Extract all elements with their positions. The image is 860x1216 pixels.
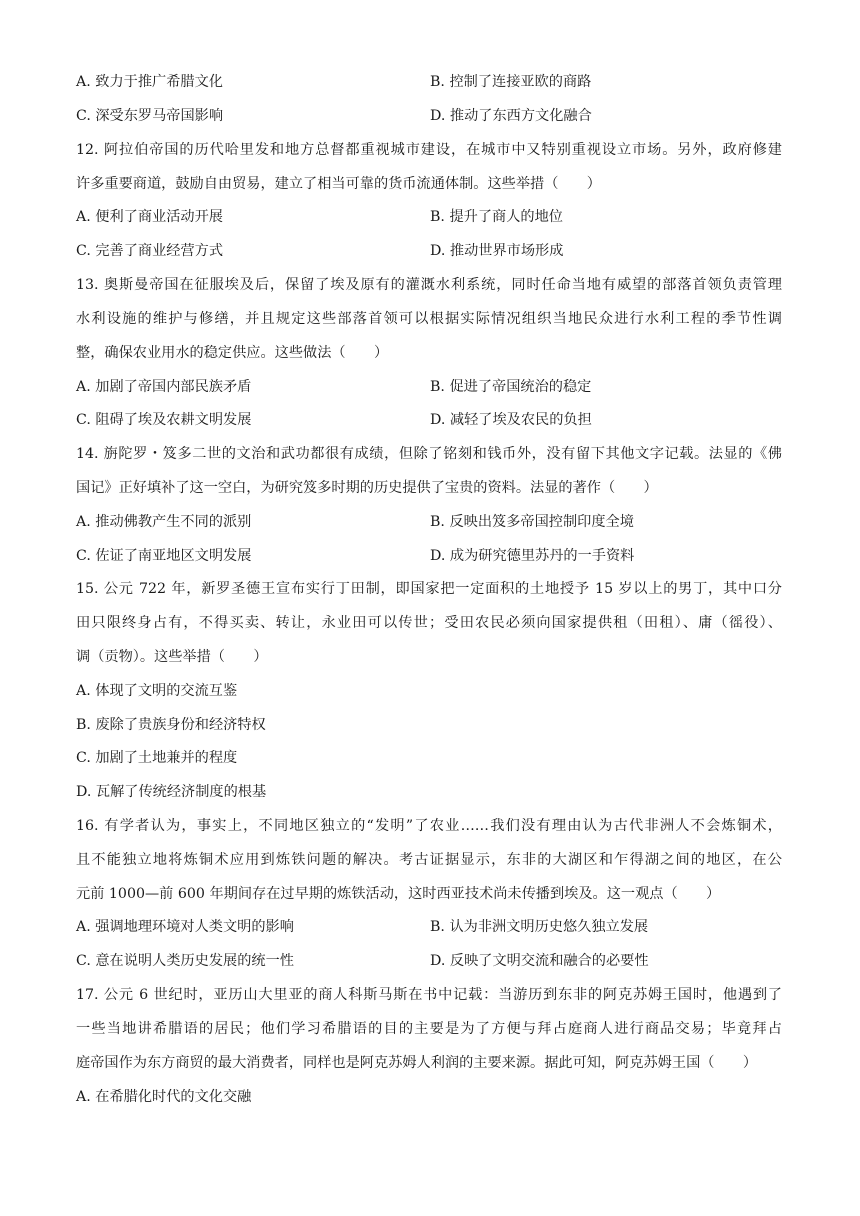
q14-option-d: D. 成为研究德里苏丹的一手资料: [430, 548, 635, 564]
q15-stem-line-1: 15. 公元 722 年，新罗圣德王宣布实行丁田制，即国家把一定面积的土地授予 15 岁以上的男丁，其中口分: [76, 581, 782, 597]
q17-stem-line-2: 一些当地讲希腊语的居民；他们学习希腊语的目的主要是为了方便与拜占庭商人进行商品交易；毕竟拜占: [76, 1021, 782, 1037]
q12-option-a: A. 便利了商业活动开展: [76, 209, 223, 225]
q15-option-a: A. 体现了文明的交流互鉴: [76, 683, 238, 699]
q17-stem-line-1: 17. 公元 6 世纪时，亚历山大里亚的商人科斯马斯在书中记载：当游历到东非的阿克苏姆王国时，他遇到了: [76, 987, 782, 1003]
q16-stem-line-2: 且不能独立地将炼铜术应用到炼铁问题的解决。考古证据显示，东非的大湖区和乍得湖之间的地区，在公: [76, 852, 782, 868]
q12-stem-line-1: 12. 阿拉伯帝国的历代哈里发和地方总督都重视城市建设，在城市中又特别重视设立市场。另外，政府修建: [76, 142, 782, 158]
q15-option-d: D. 瓦解了传统经济制度的根基: [76, 784, 267, 800]
q14-stem-line-2: 国记》正好填补了这一空白，为研究笈多时期的历史提供了宝贵的资料。法显的著作（ ）: [76, 480, 658, 496]
q16-stem-line-3: 元前 1000—前 600 年期间存在过早期的炼铁活动，这时西亚技术尚未传播到埃及。这一观点（ ）: [76, 886, 721, 902]
q16-option-b: B. 认为非洲文明历史悠久独立发展: [430, 919, 649, 935]
q13-option-d: D. 减轻了埃及农民的负担: [430, 412, 592, 428]
q15-option-b: B. 废除了贵族身份和经济特权: [76, 717, 266, 733]
q16-stem-line-1: 16. 有学者认为，事实上，不同地区独立的“发明”了农业……我们没有理由认为古代非洲人不会炼铜术，: [76, 818, 782, 834]
q13-option-c: C. 阻碍了埃及农耕文明发展: [76, 412, 252, 428]
q11-option-a: A. 致力于推广希腊文化: [76, 74, 223, 90]
q14-stem-line-1: 14. 旃陀罗・笈多二世的文治和武功都很有成绩，但除了铭刻和钱币外，没有留下其他文字记载。法显的《佛: [76, 446, 782, 462]
q14-option-b: B. 反映出笈多帝国控制印度全境: [430, 514, 634, 530]
q12-stem-line-2: 许多重要商道，鼓励自由贸易，建立了相当可靠的货币流通体制。这些举措（ ）: [76, 176, 601, 192]
q11-option-c: C. 深受东罗马帝国影响: [76, 108, 224, 124]
q15-option-c: C. 加剧了土地兼并的程度: [76, 750, 238, 766]
q13-option-b: B. 促进了帝国统治的稳定: [430, 379, 592, 395]
q12-option-d: D. 推动世界市场形成: [430, 243, 564, 259]
q13-stem-line-2: 水利设施的维护与修缮，并且规定这些部落首领可以根据实际情况组织当地民众进行水利工程的季节性调: [76, 311, 782, 327]
q17-option-a: A. 在希腊化时代的文化交融: [76, 1089, 252, 1105]
q14-option-a: A. 推动佛教产生不同的派别: [76, 514, 252, 530]
q17-stem-line-3: 庭帝国作为东方商贸的最大消费者，同样也是阿克苏姆人利润的主要来源。据此可知，阿克苏姆王国（ ）: [76, 1055, 758, 1071]
q13-stem-line-1: 13. 奥斯曼帝国在征服埃及后，保留了埃及原有的灌溉水利系统，同时任命当地有威望的部落首领负责管理: [76, 277, 782, 293]
q11-option-b: B. 控制了连接亚欧的商路: [430, 74, 592, 90]
q15-stem-line-2: 田只限终身占有，不得买卖、转让，永业田可以传世；受田农民必须向国家提供租（田租）、庸（徭役）、: [76, 615, 782, 631]
q13-option-a: A. 加剧了帝国内部民族矛盾: [76, 379, 252, 395]
q16-option-d: D. 反映了文明交流和融合的必要性: [430, 953, 649, 969]
q15-stem-line-3: 调（贡物）。这些举措（ ）: [76, 649, 268, 665]
q11-option-d: D. 推动了东西方文化融合: [430, 108, 592, 124]
q12-option-b: B. 提升了商人的地位: [430, 209, 563, 225]
q12-option-c: C. 完善了商业经营方式: [76, 243, 224, 259]
q14-option-c: C. 佐证了南亚地区文明发展: [76, 548, 252, 564]
q16-option-a: A. 强调地理环境对人类文明的影响: [76, 919, 294, 935]
q13-stem-line-3: 整，确保农业用水的稳定供应。这些做法（ ）: [76, 345, 389, 361]
q16-option-c: C. 意在说明人类历史发展的统一性: [76, 953, 294, 969]
